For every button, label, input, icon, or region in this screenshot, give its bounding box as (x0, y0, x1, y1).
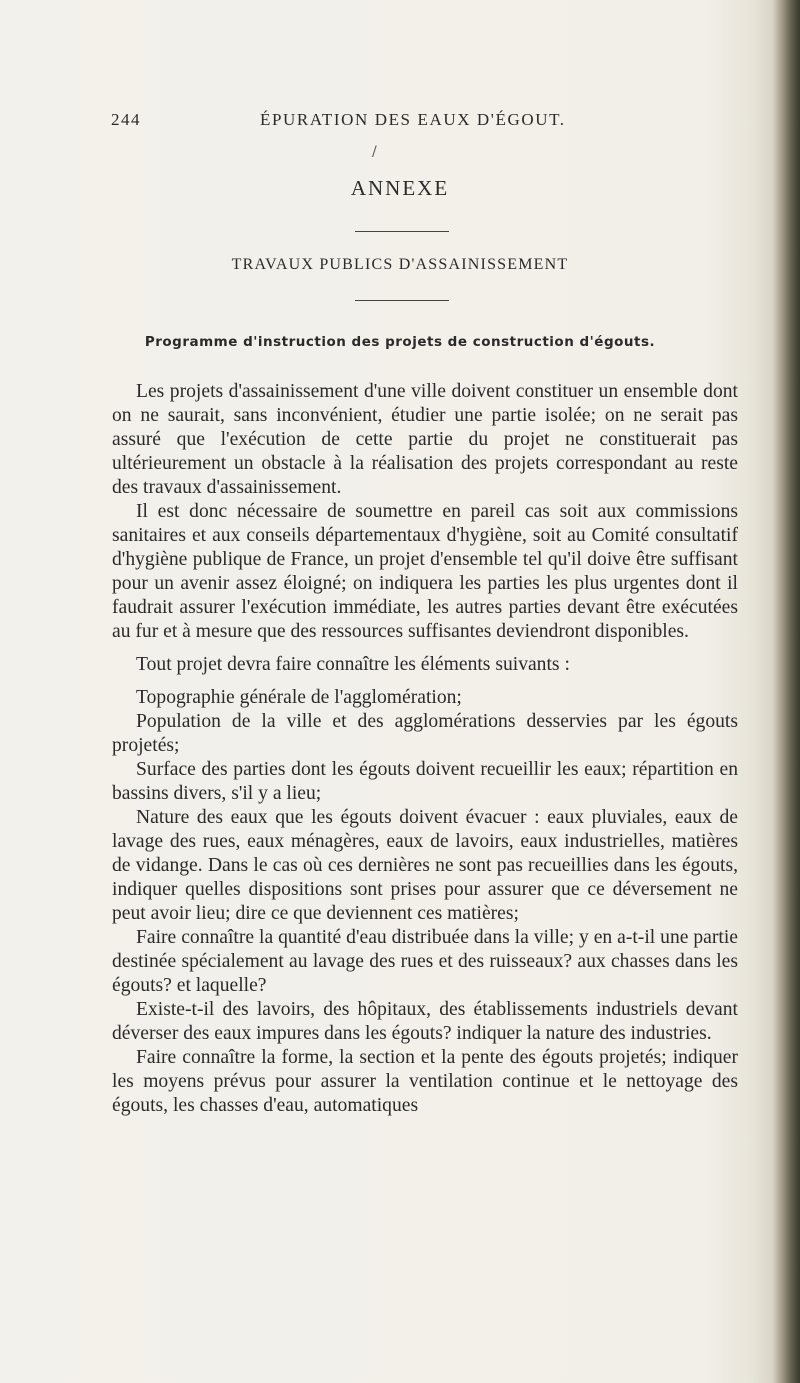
stray-mark: / (372, 144, 377, 160)
paragraph-nature-eaux: Nature des eaux que les égouts doivent évacuer : eaux pluviales, eaux de lavage des rues, eaux ménagères, eaux de lavoirs, eaux industrielles, matières de vidange. Dans le cas où ces dernières ne sont pas recueillies dans les égouts, indiquer quelles dispositions sont prises pour assurer que ce déversement ne peut avoir lieu; dire ce que deviennent ces matières; (112, 807, 738, 924)
paragraph-lavoirs: Existe-t-il des lavoirs, des hôpitaux, des établissements industriels devant déverser des eaux impures dans les égouts? indiquer la nature des industries. (112, 999, 738, 1044)
paragraph-commissions: Il est donc nécessaire de soumettre en pareil cas soit aux commissions sanitaires et aux conseils départementaux d'hygiène, soit au Comité consultatif d'hygiène publique de France, un projet d'ensemble tel qu'il doive être suffisant pour un avenir assez éloigné; on indiquera les parties les plus urgentes dont il faudrait assurer l'exécution immédiate, les autres parties devant être exécutées au fur et à mesure que des ressources suffisantes deviendront disponibles. (112, 501, 738, 642)
paragraph-surface: Surface des parties dont les égouts doivent recueillir les eaux; répartition en bassins divers, s'il y a lieu; (112, 759, 738, 804)
paragraph-forme-section: Faire connaître la forme, la section et la pente des égouts projetés; indiquer les moyens prévus pour assurer la ventilation continue et le nettoyage des égouts, les chasses d'eau, automatiques (112, 1047, 738, 1116)
annexe-title: ANNEXE (350, 176, 450, 200)
subtitle: TRAVAUX PUBLICS D'ASSAINISSEMENT (231, 256, 569, 273)
paragraph-elements-intro: Tout projet devra faire connaître les éléments suivants : (136, 654, 570, 675)
paragraph-intro: Les projets d'assainissement d'une ville doivent constituer un ensemble dont on ne saurait, sans inconvénient, étudier une partie isolée; on ne serait pas assuré que l'exécution de cette partie du projet ne constituerait pas ultérieurement un obstacle à la réalisation des projets correspondant au reste des travaux d'assainissement. (112, 381, 738, 498)
body-text (112, 380, 738, 1118)
running-head (111, 110, 731, 132)
running-title: ÉPURATION DES EAUX D'ÉGOUT. (260, 110, 566, 129)
page-binding-edge (772, 0, 800, 1383)
subtitle-rule (355, 300, 449, 301)
paragraph-topographie: Topographie générale de l'agglomération; (136, 687, 462, 708)
paragraph-population: Population de la ville et des agglomérations desservies par les égouts projetés; (112, 711, 738, 756)
page-number: 244 (111, 110, 141, 129)
title-rule (355, 231, 449, 232)
section-heading: Programme d'instruction des projets de construction d'égouts. (144, 334, 656, 350)
paragraph-quantite-eau: Faire connaître la quantité d'eau distribuée dans la ville; y en a-t-il une partie destinée spécialement au lavage des rues et des ruisseaux? aux chasses dans les égouts? et laquelle? (112, 927, 738, 996)
